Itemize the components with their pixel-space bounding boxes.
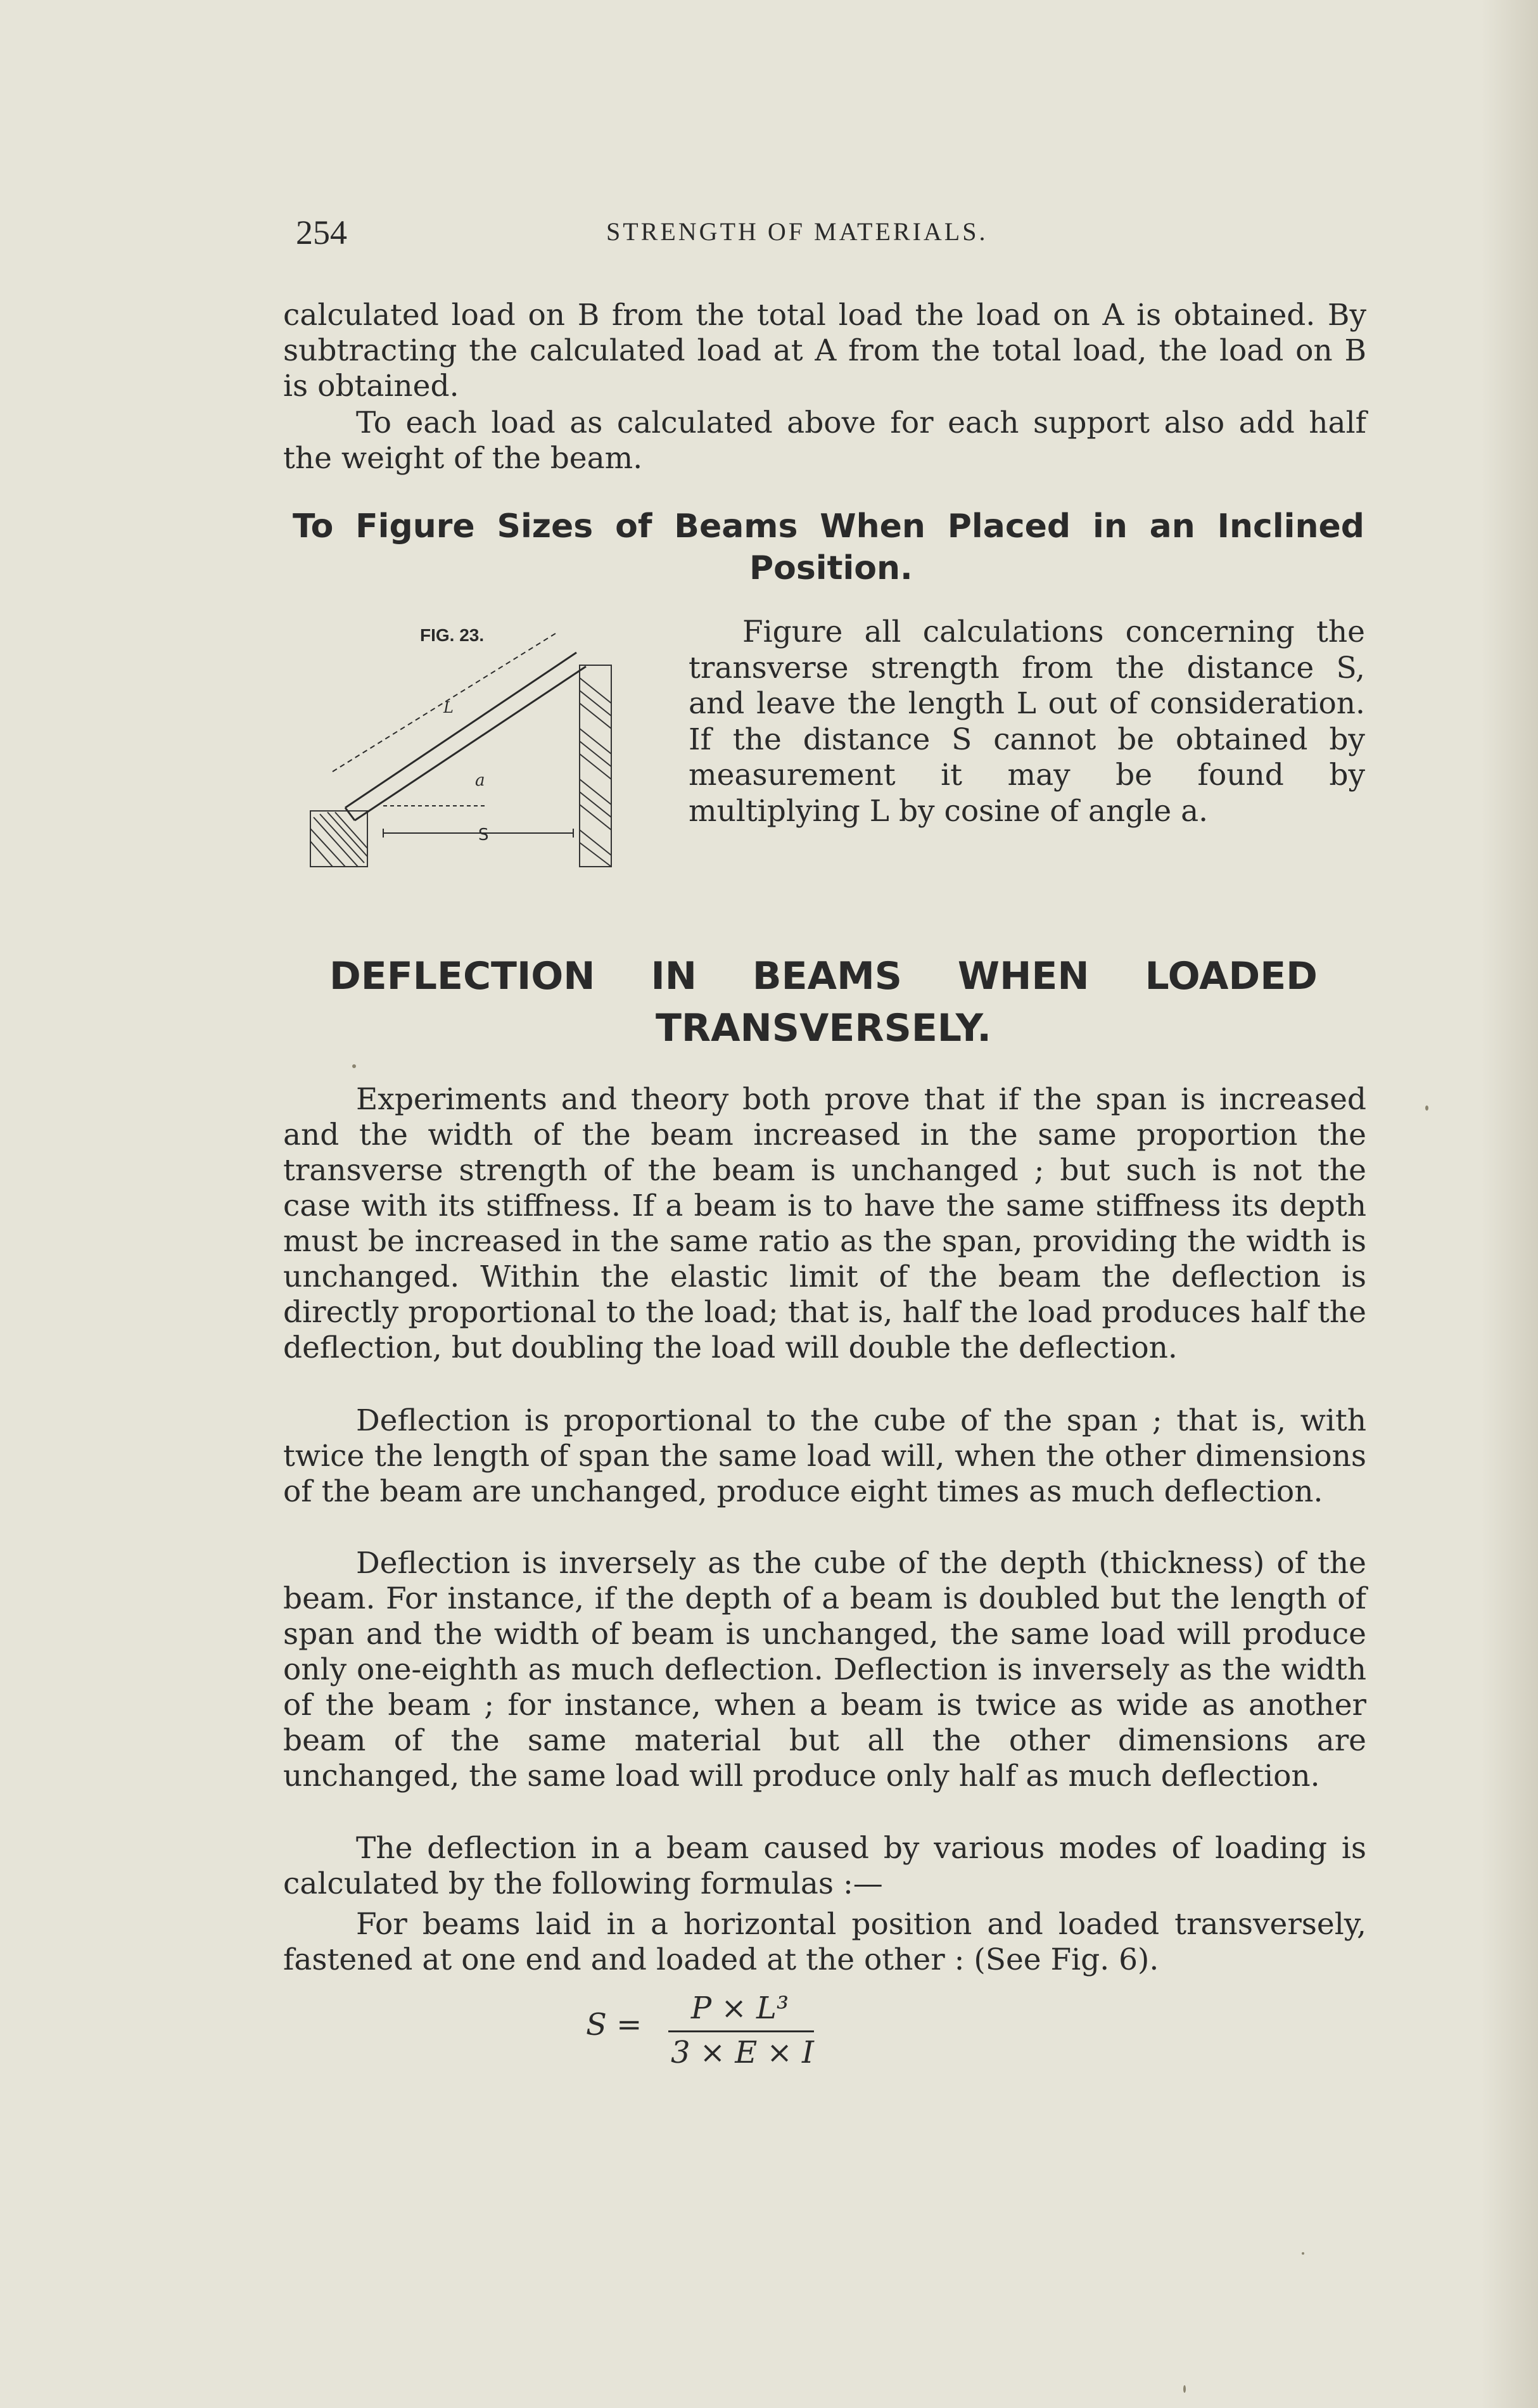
page-edge-shadow — [1481, 0, 1538, 2408]
section-heading-deflection — [329, 950, 1318, 1054]
page-number: 254 — [296, 213, 347, 252]
fraction-bar — [668, 2030, 814, 2032]
subheading-inclined-beams: To Figure Sizes of Beams When Placed in an Inclined — [293, 507, 1364, 545]
page-header — [296, 213, 1363, 257]
paragraph-half-weight: To each load as calculated above for each support also add half the weight of the beam. — [283, 405, 1366, 476]
figure-23-inclined-beam — [307, 627, 637, 874]
deflection-formula — [586, 1991, 877, 2078]
formula-lhs: S = — [586, 2007, 642, 2042]
svg-text:L: L — [443, 699, 454, 717]
section-title-line1: DEFLECTION IN BEAMS WHEN LOADED — [329, 954, 1318, 998]
inclined-beam-diagram — [307, 627, 637, 874]
inclined-beam — [345, 653, 586, 820]
print-speck — [1302, 2252, 1304, 2255]
span-label: S — [478, 825, 489, 844]
formula-numerator: P × L³ — [690, 1991, 789, 2026]
paragraph-experiments: Experiments and theory both prove that if the span is increased and the width of the beam increased in the same proportion the transverse strength of the beam is unchanged ; but such is not the case with its stiffness. If a beam is to have the same stiffness its depth must be increased in the same ratio as the span, providing the width is unchanged. Within the elastic limit of the beam the deflection is directly proportional to the load; that is, half the load produces half the deflection, but doubling the load will double the deflection. — [283, 1082, 1366, 1365]
figure-caption: FIG. 23. — [420, 627, 485, 645]
paragraph-formulas-intro: The deflection in a beam caused by various modes of loading is calculated by the following formulas :— — [283, 1831, 1366, 1901]
print-speck — [1425, 1105, 1428, 1111]
running-title: STRENGTH OF MATERIALS. — [606, 217, 988, 246]
print-speck — [352, 1064, 356, 1068]
paragraph-cube-of-span: Deflection is proportional to the cube of the span ; that is, with twice the length of span the same load will, when the other dimensions of the beam are unchanged, produce eight times as much deflection. — [283, 1403, 1366, 1509]
subheading-inclined-beams-line2: Position. — [749, 549, 913, 587]
paragraph-cantilever: For beams laid in a horizontal position and loaded transversely, fastened at one end and loaded at the other : (See Fig. 6). — [283, 1907, 1366, 1977]
angle-label: a — [475, 771, 485, 790]
right-support-hatch — [580, 665, 611, 867]
left-support-hatch — [310, 811, 367, 867]
paragraph-depth-width: Deflection is inversely as the cube of the depth (thickness) of the beam. For instance, if the depth of a beam is doubled but the length of span and the width of beam is unchanged, the same load will produce only one-eighth as much deflection. Deflection is inversely as the width of the beam ; for instance, when a beam is twice as wide as another beam of the same material but all the other dimensions are unchanged, the same load will produce only half as much deflection. — [283, 1546, 1366, 1793]
formula-denominator: 3 × E × I — [670, 2035, 814, 2070]
figure-explanation: Figure all calculations concerning the transverse strength from the distance S, and leave the length L out of consideration. If the distance S cannot be obtained by measurement it may be found by multiplying L by cosine of angle a. — [689, 615, 1365, 829]
section-title-line2: TRANSVERSELY. — [655, 1006, 991, 1050]
paragraph-load-calculation: calculated load on B from the total load the load on A is obtained. By subtracting the calculated load at A from the total load, the load on B is obtained. — [283, 298, 1366, 404]
print-speck — [1183, 2385, 1186, 2393]
